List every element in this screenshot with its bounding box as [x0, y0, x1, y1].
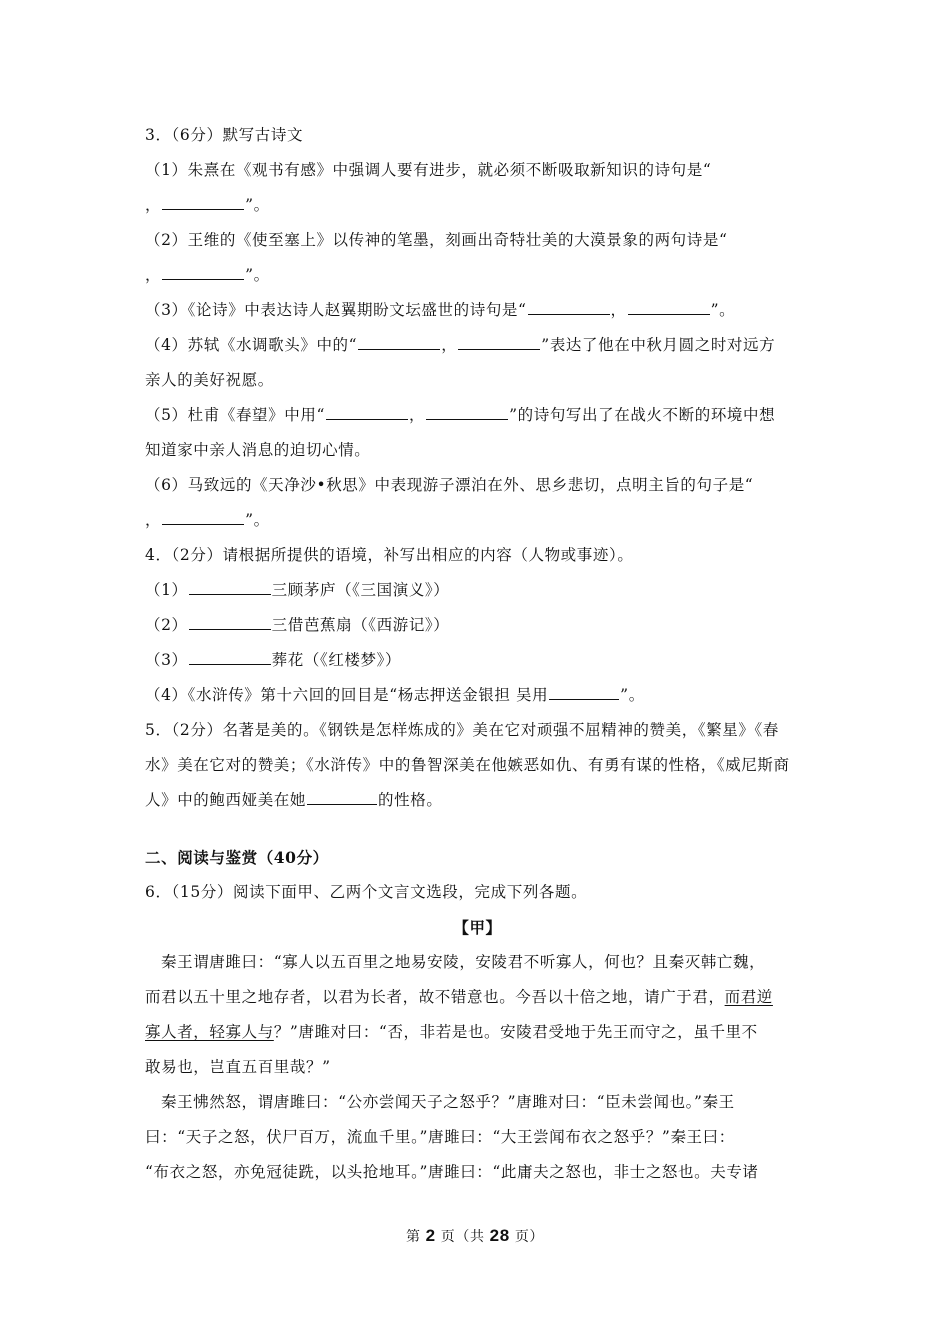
section-2-title: 二、阅读与鉴赏（40分） [145, 848, 329, 867]
passage-line: 而君以五十里之地存者，以君为长者，故不错意也。今吾以十倍之地，请广于君，而君逆 [145, 988, 773, 1006]
q3-item-6-text: （6）马致远的《天净沙•秋思》中表现游子漂泊在外、思乡悲切，点明主旨的句子是“ [145, 476, 754, 494]
answer-blank[interactable] [426, 405, 508, 420]
answer-blank[interactable] [528, 300, 610, 315]
page-footer: 第 2 页（共 28 页） [405, 1226, 545, 1245]
answer-blank[interactable] [549, 685, 619, 700]
q4-item-2: （2） 三借芭蕉扇（《西游记》） [145, 616, 450, 634]
answer-blank[interactable] [162, 195, 244, 210]
passage-jia-heading: 【甲】 [453, 918, 502, 937]
passage-line: 寡人者，轻寡人与？”唐雎对曰：“否，非若是也。安陵君受地于先王而守之，虽千里不 [145, 1023, 758, 1041]
answer-blank[interactable] [458, 335, 540, 350]
q5-line-1: 5．（2分）名著是美的。《钢铁是怎样炼成的》美在它对顽强不屈精神的赞美，《繁星》《春 [145, 721, 779, 739]
total-pages: 28 [489, 1226, 510, 1245]
answer-blank[interactable] [189, 650, 271, 665]
q4-title: 4．（2分）请根据所提供的语境，补写出相应的内容（人物或事迹）。 [145, 546, 634, 564]
underlined-phrase: 而君逆 [724, 988, 773, 1006]
answer-blank[interactable] [628, 300, 710, 315]
answer-blank[interactable] [326, 405, 408, 420]
q3-title: 3．（6分）默写古诗文 [145, 126, 304, 144]
document-page [145, 118, 810, 1190]
answer-blank[interactable] [358, 335, 440, 350]
q3-item-4-cont: 亲人的美好祝愿。 [145, 371, 274, 389]
q5-line-3: 人》中的鲍西娅美在她 的性格。 [145, 791, 443, 809]
answer-blank[interactable] [189, 615, 271, 630]
q3-item-3: （3）《论诗》中表达诗人赵翼期盼文坛盛世的诗句是“ ， ”。 [145, 301, 736, 319]
page-number: 2 [425, 1226, 436, 1245]
passage-line: 秦王怫然怒，谓唐雎曰：“公亦尝闻天子之怒乎？”唐雎对曰：“臣未尝闻也。”秦王 [161, 1093, 735, 1111]
q3-item-1-answer: ， ”。 [145, 196, 270, 214]
q3-item-4: （4）苏轼《水调歌头》中的“ ， ”表达了他在中秋月圆之时对远方 [145, 336, 776, 354]
q4-item-4: （4）《水浒传》第十六回的回目是“杨志押送金银担 吴用 ”。 [145, 686, 645, 704]
q5-line-2: 水》美在它对的赞美；《水浒传》中的鲁智深美在他嫉恶如仇、有勇有谋的性格，《威尼斯商 [145, 756, 790, 774]
answer-blank[interactable] [162, 510, 244, 525]
answer-blank[interactable] [307, 790, 377, 805]
q3-item-5-cont: 知道家中亲人消息的迫切心情。 [145, 441, 371, 459]
q3-item-2-answer: ， ”。 [145, 266, 270, 284]
q4-item-1: （1） 三顾茅庐（《三国演义》） [145, 581, 450, 599]
q3-item-5: （5）杜甫《春望》中用“ ， ”的诗句写出了在战火不断的环境中想 [145, 406, 776, 424]
q4-item-3: （3） 葬花（《红楼梦》） [145, 651, 402, 669]
q3-item-1-text: （1）朱熹在《观书有感》中强调人要有进步，就必须不断吸取新知识的诗句是“ [145, 161, 712, 179]
underlined-phrase: 寡人者，轻寡人与 [145, 1023, 274, 1041]
q6-title: 6．（15分）阅读下面甲、乙两个文言文选段，完成下列各题。 [145, 883, 588, 901]
passage-line: 秦王谓唐雎曰：“寡人以五百里之地易安陵，安陵君不听寡人，何也？且秦灭韩亡魏， [161, 953, 766, 971]
passage-line: 曰：“天子之怒，伏尸百万，流血千里。”唐雎曰：“大王尝闻布衣之怒乎？”秦王曰： [145, 1128, 735, 1146]
answer-blank[interactable] [162, 265, 244, 280]
answer-blank[interactable] [189, 580, 271, 595]
passage-line: 敢易也，岂直五百里哉？” [145, 1058, 331, 1076]
q3-item-6-answer: ， ”。 [145, 511, 270, 529]
q3-item-2-text: （2）王维的《使至塞上》以传神的笔墨，刻画出奇特壮美的大漠景象的两句诗是“ [145, 231, 728, 249]
passage-line: “布衣之怒，亦免冠徒跣，以头抢地耳。”唐雎曰：“此庸夫之怒也，非士之怒也。夫专诸 [145, 1163, 759, 1181]
